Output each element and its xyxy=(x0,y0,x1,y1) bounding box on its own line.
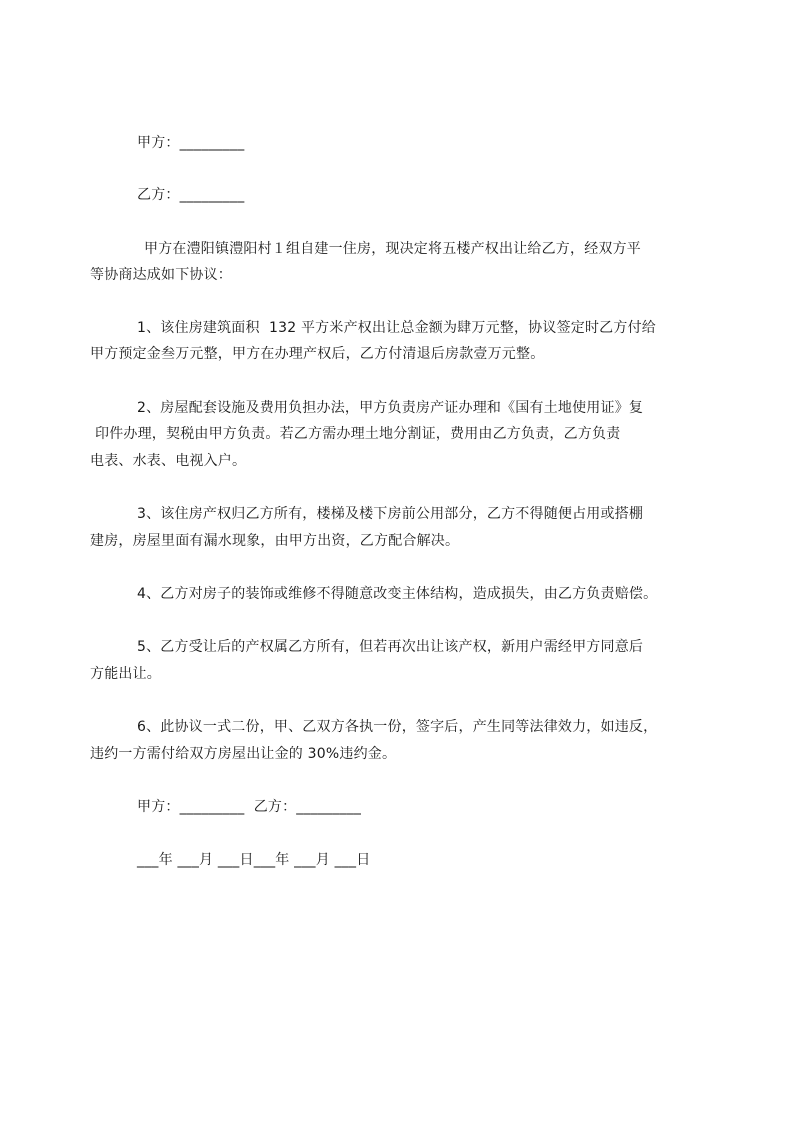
clause-2-line-2: 印件办理，契税由甲方负责。若乙方需办理土地分割证，费用由乙方负责，乙方负责 xyxy=(95,426,621,442)
clause-5-line-1: 5、乙方受让后的产权属乙方所有，但若再次出让该产权，新用户需经甲方同意后 xyxy=(137,639,644,655)
clause-6-line-1: 6、此协议一式二份，甲、乙双方各执一份，签字后，产生同等法律效力，如违反， xyxy=(137,719,658,735)
date-line: ___年 ___月 ___日___年 ___月 ___日 xyxy=(137,852,371,868)
clause-5-line-2: 方能出让。 xyxy=(90,666,161,682)
clause-6-line-2: 违约一方需付给双方房屋出让金的 30%违约金。 xyxy=(90,746,397,762)
clause-3-line-1: 3、该住房产权归乙方所有，楼梯及楼下房前公用部分，乙方不得随便占用或搭棚 xyxy=(137,506,644,522)
signature-line: 甲方：_________ 乙方：_________ xyxy=(137,799,362,815)
party-a-header: 甲方：_________ xyxy=(137,135,245,151)
clause-1-line-2: 甲方预定金叁万元整，甲方在办理产权后，乙方付清退后房款壹万元整。 xyxy=(90,346,545,362)
party-b-header: 乙方：_________ xyxy=(137,187,245,203)
clause-1-line-1: 1、该住房建筑面积 132 平方米产权出让总金额为肆万元整，协议签定时乙方付给 xyxy=(137,320,656,336)
intro-line-1: 甲方在澧阳镇澧阳村１组自建一住房，现决定将五楼产权出让给乙方，经双方平 xyxy=(144,241,641,257)
clause-3-line-2: 建房，房屋里面有漏水现象，由甲方出资，乙方配合解决。 xyxy=(90,533,460,549)
clause-2-line-1: 2、房屋配套设施及费用负担办法，甲方负责房产证办理和《国有土地使用证》复 xyxy=(137,400,644,416)
intro-line-2: 等协商达成如下协议： xyxy=(90,267,232,283)
clause-2-line-3: 电表、水表、电视入户。 xyxy=(90,453,247,469)
clause-4-line-1: 4、乙方对房子的装饰或维修不得随意改变主体结构，造成损失，由乙方负责赔偿。 xyxy=(137,586,658,602)
